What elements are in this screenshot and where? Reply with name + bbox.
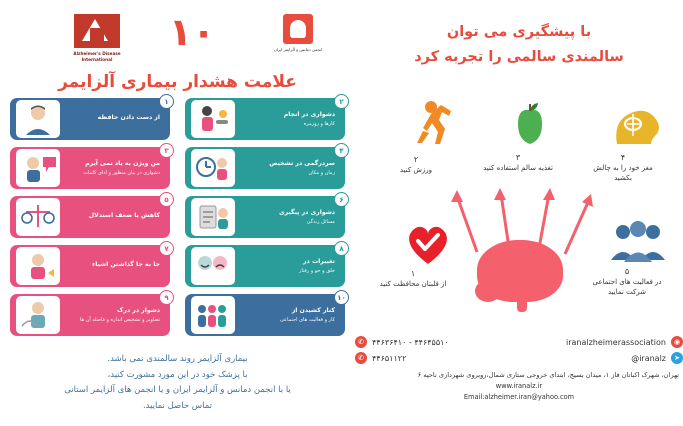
page-title: علامت هشدار بیماری آلزایمر <box>58 72 297 92</box>
man-thinking-icon <box>16 100 60 138</box>
adi-logo-mark <box>74 14 120 48</box>
tracking-icon <box>191 198 235 236</box>
card-subtitle: کارها و روزمره <box>303 120 335 127</box>
mood-change-icon <box>191 247 235 285</box>
judgment-icon <box>16 198 60 236</box>
warning-card <box>10 147 170 189</box>
card-number: ۱۰ <box>334 290 349 305</box>
warning-card <box>10 245 170 287</box>
warning-card <box>10 98 170 140</box>
brain-head-icon <box>609 100 661 150</box>
card-row <box>10 147 345 189</box>
card-number: ۴ <box>334 143 349 158</box>
card-number: ۸ <box>334 241 349 256</box>
contact-block <box>355 336 683 404</box>
prevention-number: ۳ <box>515 153 521 162</box>
card-subtitle: خلق و خو و رفتار <box>298 267 335 274</box>
card-title: جا به جا گذاشتن اشیاء <box>92 261 160 269</box>
prevention-panel <box>355 0 683 426</box>
warning-card <box>10 196 170 238</box>
instagram-handle[interactable]: iranalzheimerassociation <box>565 337 666 347</box>
address-text: تهران، شهرک اکباتان فاز ۱، میدان بسیج، ابتدای خروجی ستاری شمال،روبروی شهرداری ناحیه ۶ <box>417 371 679 379</box>
card-title: من ویژن به یاد نمی آیرم <box>85 159 160 167</box>
footer-note-line: بیماری آلزایمر روند سالمندی نمی باشد. <box>107 354 248 364</box>
card-row <box>10 196 345 238</box>
phone-line-2 <box>355 352 683 364</box>
confused-clock-icon <box>191 149 235 187</box>
prevention-number: ۴ <box>620 153 626 162</box>
prevention-title-line: سالمندی سالمی را تجربه کرد <box>414 49 624 66</box>
card-title: کاهش یا ضعف استدلال <box>88 212 160 220</box>
warning-card <box>10 294 170 336</box>
footer-note-line: یا با انجمن دمانس و آلزایمر ایران و یا انجمن های آلزایمر استانی <box>64 385 291 396</box>
warning-card <box>185 147 345 189</box>
prevention-number: ۲ <box>413 155 419 164</box>
phone-icon: ✆ <box>355 352 367 364</box>
prevention-number: ۱ <box>410 269 416 278</box>
card-row <box>10 294 345 336</box>
card-row <box>10 98 345 140</box>
iran-logo-caption: انجمن دمانس و آلزایمر ایران <box>273 47 323 52</box>
warning-card <box>185 245 345 287</box>
phone-icon: ✆ <box>355 336 367 348</box>
card-title: کنار کشیدن از <box>291 306 335 314</box>
card-number: ۶ <box>334 192 349 207</box>
card-number: ۹ <box>159 290 174 305</box>
prevention-number: ۵ <box>624 267 630 276</box>
cooking-icon <box>191 100 235 138</box>
card-number: ۷ <box>159 241 174 256</box>
card-subtitle: زمان و مکان <box>308 169 335 176</box>
phone-number-2: ۴۴۶۵۱۱۲۲ <box>372 353 407 363</box>
footer-note-line: تماس حاصل نمایید. <box>142 401 213 412</box>
card-row <box>10 245 345 287</box>
prevention-caption: از قلبتان محافظت کنید <box>379 280 447 288</box>
phone-line <box>355 336 683 348</box>
card-title: از دست دادن حافظه <box>97 114 160 122</box>
footer-note <box>0 352 355 415</box>
instagram-icon[interactable]: ◉ <box>671 336 683 348</box>
prevention-caption: در فعالیت های اجتماعی شرکت نمایید <box>592 278 662 296</box>
adi-logo <box>68 14 126 62</box>
misplace-icon <box>16 247 60 285</box>
prevention-item-2 <box>381 100 451 176</box>
prevention-item-3 <box>483 100 553 174</box>
withdraw-icon <box>191 296 235 334</box>
logo-row <box>0 8 355 78</box>
card-subtitle: مسائل زندگی <box>306 218 335 225</box>
iran-association-logo <box>258 14 338 53</box>
card-title: دشواری در پیگیری <box>278 208 335 216</box>
prevention-title-line: با پیشگیری می توان <box>446 24 592 40</box>
card-title: سردرگمی در تشخیص <box>269 159 335 167</box>
email-link[interactable]: Email:alzheimer.iran@yahoo.com <box>463 393 575 402</box>
card-subtitle: کار و فعالیت های اجتماعی <box>280 316 335 323</box>
telegram-handle[interactable]: @iranalz <box>631 353 666 363</box>
card-subtitle: دشواری در بیان منظور و ادای کلمات <box>83 169 160 176</box>
prevention-caption: ورزش کنید <box>399 166 433 174</box>
apple-icon <box>507 100 553 150</box>
walking-person-icon <box>411 100 451 152</box>
card-number: ۵ <box>159 192 174 207</box>
website-link[interactable]: www.iranalz.ir <box>495 382 543 391</box>
prevention-caption: تغذیه سالم استفاده کنید <box>483 164 553 172</box>
warning-cards <box>10 98 345 343</box>
card-subtitle: تصاویر و تشخیص اندازه و فاصله آن ها <box>79 316 160 323</box>
people-group-icon <box>609 220 667 264</box>
card-number: ۱ <box>159 94 174 109</box>
iran-logo-mark <box>283 14 313 44</box>
speech-icon <box>16 149 60 187</box>
arrows-group-icon <box>439 170 609 260</box>
card-title: دشوار در درک <box>117 306 160 314</box>
phone-numbers: ۴۴۶۳۶۴۱۰ - ۴۴۶۴۵۵۱۰ <box>372 337 449 347</box>
vision-icon <box>16 296 60 334</box>
card-title: تغییرات در <box>303 257 335 265</box>
prevention-caption: مغز خود را به چالش بکشید <box>593 164 653 182</box>
prevention-title <box>355 20 683 71</box>
adi-logo-caption: Alzheimer's Disease International <box>73 51 121 62</box>
card-title: دشواری در انجام <box>283 110 335 118</box>
warning-card <box>185 294 345 336</box>
big-number-ten: ۱۰ <box>168 10 216 54</box>
warning-card <box>185 98 345 140</box>
card-number: ۳ <box>159 143 174 158</box>
warning-card <box>185 196 345 238</box>
telegram-icon[interactable]: ➤ <box>671 352 683 364</box>
card-number: ۲ <box>334 94 349 109</box>
footer-note-line: با پزشک خود در این مورد مشورت کنید، <box>107 369 248 380</box>
